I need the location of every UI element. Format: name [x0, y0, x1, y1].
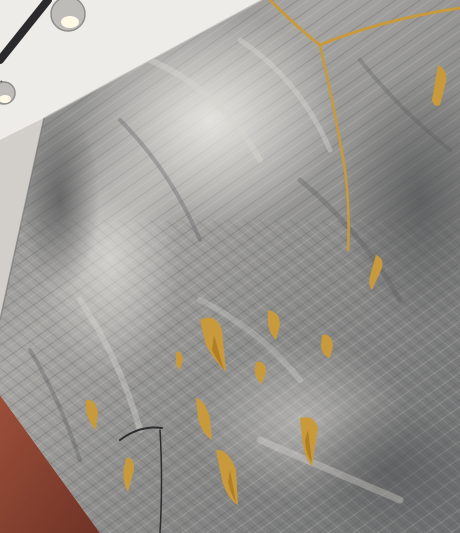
spotlight-icon — [0, 82, 15, 104]
spotlight-icon — [51, 0, 85, 31]
